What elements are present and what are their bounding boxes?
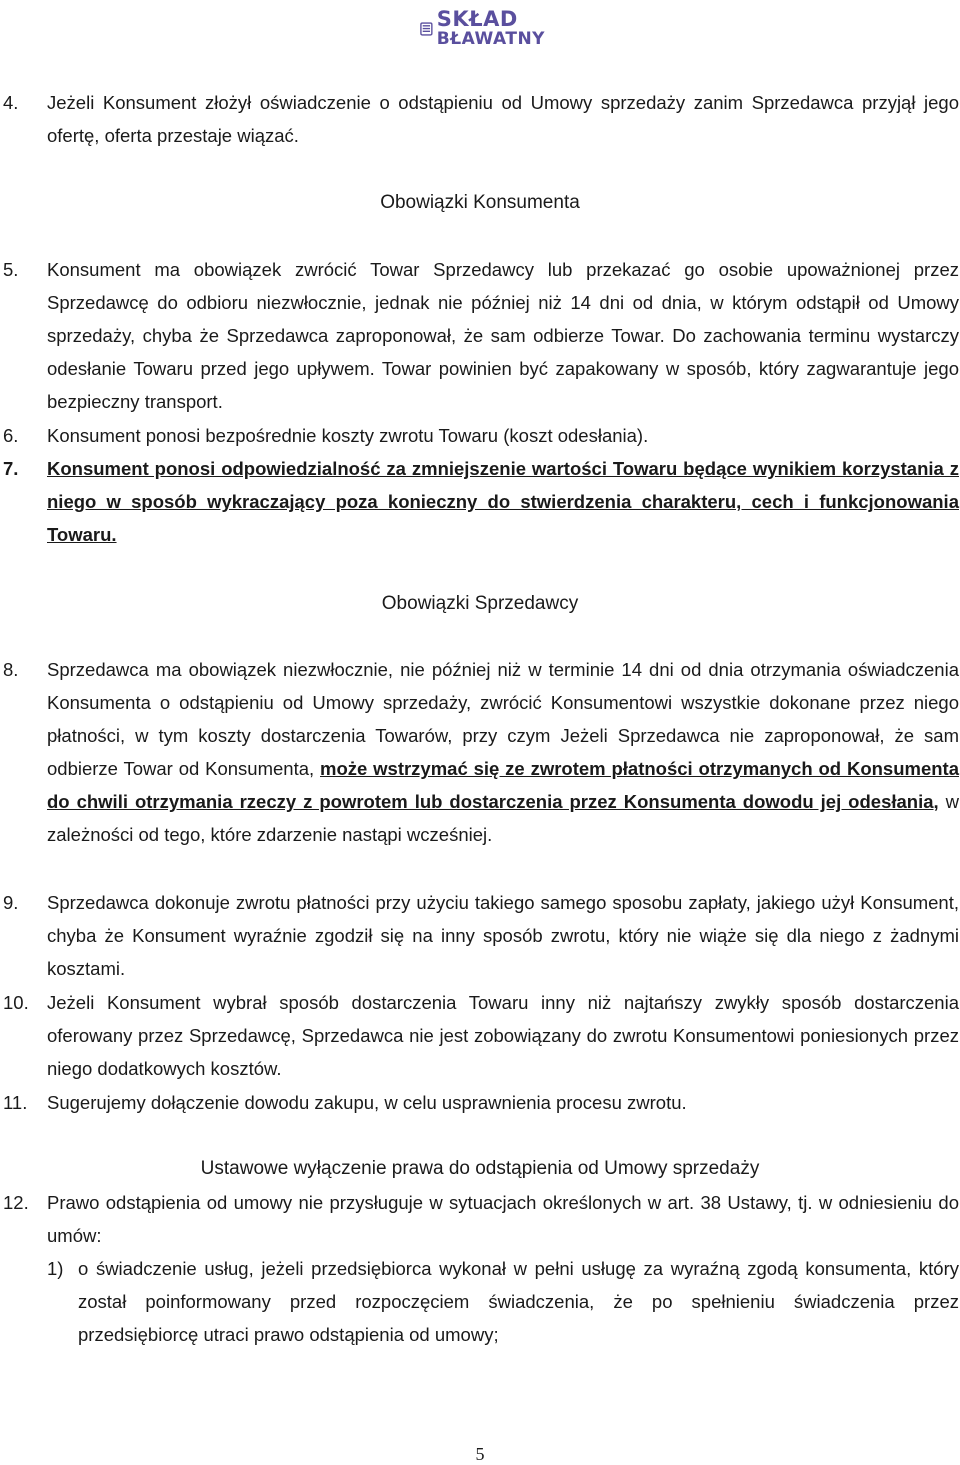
clause-number: 8.	[3, 659, 19, 680]
clause-text: Jeżeli Konsument złożył oświadczenie o odstąpieniu od Umowy sprzedaży zanim Sprzedawca przyjął jego ofertę, oferta przestaje wiązać.	[47, 92, 959, 146]
clause-text-part: Sprzedawca ma obowiązek niezwłocznie, nie później niż w terminie 14 dni od dnia otrzymania oświadczenia Konsumenta o odstąpieniu od Umowy sprzedaży, zwrócić Konsumentowi wszystkie dokonane przez niego płatności, w tym koszty dostarczenia Towarów, przy czym Jeżeli Sprzedawca nie zaproponował, że sam odbierze Towar od Konsumenta,	[47, 659, 959, 779]
clause-number: 4.	[3, 92, 19, 113]
clause-number: 12.	[3, 1192, 29, 1213]
clause-text-emphasis: może wstrzymać się ze zwrotem płatności otrzymanych od Konsumenta do chwili otrzymania rzeczy z powrotem lub dostarczenia przez Konsumenta dowodu jej odesłania,	[47, 758, 959, 812]
logo-line-1: SKŁAD	[436, 7, 518, 31]
clause-text: Sprzedawca dokonuje zwrotu płatności przy użyciu takiego samego sposobu zapłaty, jakiego użył Konsument, chyba że Konsument wyraźnie zgodził się na inny sposób zwrotu, który nie wiąże się dla niego z żadnymi kosztami.	[47, 892, 959, 979]
clause-text: Konsument ma obowiązek zwrócić Towar Sprzedawcy lub przekazać go osobie upoważnionej przez Sprzedawcę do odbioru niezwłocznie, jednak nie później niż 14 dni od dnia, w którym odstąpił od Umowy sprzedaży, chyba że Sprzedawca zaproponował, że sam odbierze Towar. Do zachowania terminu wystarczy odesłanie Towaru przed jego upływem. Towar powinien być zapakowany w sposób, który zagwarantuje jego bezpieczny transport.	[47, 259, 959, 412]
clause-text: Jeżeli Konsument wybrał sposób dostarczenia Towaru inny niż najtańszy zwykły sposób dostarczenia oferowany przez Sprzedawcę, Sprzedawca nie jest zobowiązany do zwrotu Konsumentowi poniesionych przez niego dodatkowych kosztów.	[47, 992, 959, 1079]
clause-number: 7.	[3, 458, 19, 479]
clause-text: Sugerujemy dołączenie dowodu zakupu, w celu usprawnienia procesu zwrotu.	[47, 1092, 687, 1113]
clause-number: 10.	[3, 992, 29, 1013]
logo	[420, 4, 545, 54]
clause-8	[0, 653, 960, 851]
section-heading-seller: Obowiązki Sprzedawcy	[381, 593, 579, 614]
clause-7	[0, 452, 960, 551]
clause-number: 5.	[3, 259, 19, 280]
clause-6	[0, 419, 960, 452]
clause-4	[0, 86, 960, 152]
clause-text: Prawo odstąpienia od umowy nie przysługuje w sytuacjach określonych w art. 38 Ustawy, tj. w odniesieniu do umów:	[47, 1192, 959, 1246]
clause-number: 9.	[3, 892, 19, 913]
clause-11	[0, 1086, 960, 1119]
clause-12	[0, 1186, 960, 1252]
section-heading-exclusions: Ustawowe wyłączenie prawa do odstąpienia od Umowy sprzedaży	[200, 1158, 760, 1179]
subclause-number: 1)	[47, 1258, 64, 1279]
fabric-roll-icon	[420, 12, 433, 46]
clause-text: Konsument ponosi bezpośrednie koszty zwrotu Towaru (koszt odesłania).	[47, 425, 649, 446]
clause-text: Konsument ponosi odpowiedzialność za zmniejszenie wartości Towaru będące wynikiem korzystania z niego w sposób wykraczający poza konieczny do stwierdzenia charakteru, cech i funkcjonowania Towaru.	[47, 458, 959, 545]
clause-text	[47, 653, 959, 851]
clause-text-part: w zależności od tego, które zdarzenie nastąpi wcześniej.	[47, 791, 960, 845]
subclause-text: o świadczenie usług, jeżeli przedsiębiorca wykonał w pełni usługę za wyraźną zgodą konsumenta, który został poinformowany przed rozpoczęciem świadczenia, że po spełnieniu świadczenia przez przedsiębiorcę utraci prawo odstąpienia od umowy;	[78, 1258, 959, 1345]
clause-10	[0, 986, 960, 1085]
page-number: 5	[475, 1444, 485, 1464]
section-heading-consumer: Obowiązki Konsumenta	[380, 192, 580, 213]
clause-9	[0, 886, 960, 985]
logo-line-2: BŁAWATNY	[436, 29, 545, 49]
subclause-1	[0, 1252, 960, 1351]
clause-number: 11.	[3, 1092, 28, 1113]
clause-5	[0, 253, 960, 418]
clause-number: 6.	[3, 425, 19, 446]
